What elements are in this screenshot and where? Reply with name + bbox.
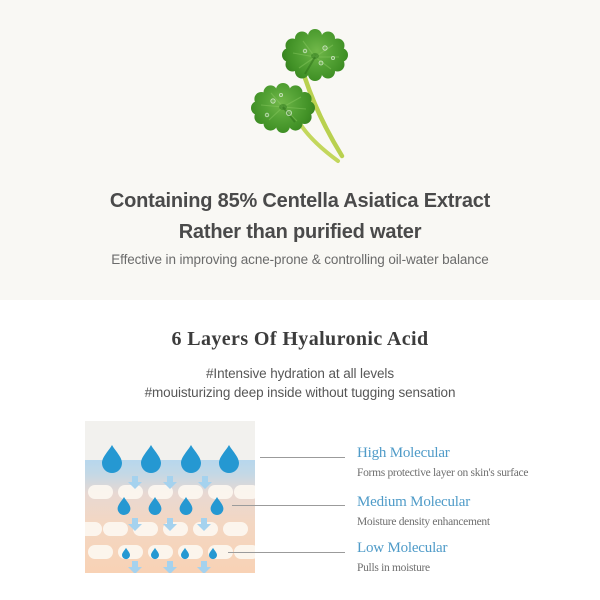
callout-title: Medium Molecular — [357, 494, 471, 510]
skin-layers-diagram — [85, 421, 255, 573]
centella-leaf-upper — [282, 29, 348, 81]
hashtag-line2: #mouisturizing deep inside without tugging sensation — [144, 385, 456, 400]
callout-title: Low Molecular — [357, 540, 448, 556]
hero-heading-line2: Rather than purified water — [178, 221, 422, 243]
callout-line-high — [260, 457, 345, 458]
callout-description: Moisture density enhancement — [357, 516, 490, 528]
centella-leaves-image — [245, 23, 360, 165]
callout-title: High Molecular — [357, 445, 450, 461]
hyaluronic-title: 6 Layers Of Hyaluronic Acid — [171, 328, 429, 350]
callout-description: Forms protective layer on skin's surface — [357, 467, 529, 479]
centella-leaf-lower — [251, 83, 315, 133]
callout-description: Pulls in moisture — [357, 562, 430, 574]
hero-subheading: Effective in improving acne-prone & controlling oil-water balance — [111, 252, 489, 267]
hero-heading-line1: Containing 85% Centella Asiatica Extract — [109, 190, 491, 212]
hashtag-lines — [0, 364, 600, 402]
callout-line-medium — [232, 505, 345, 506]
callout-low-molecular — [357, 540, 592, 574]
hero-heading — [0, 186, 600, 248]
callout-medium-molecular — [357, 494, 592, 528]
callout-high-molecular — [357, 445, 592, 479]
hashtag-line1: #Intensive hydration at all levels — [206, 366, 394, 381]
callout-line-low — [228, 552, 345, 553]
